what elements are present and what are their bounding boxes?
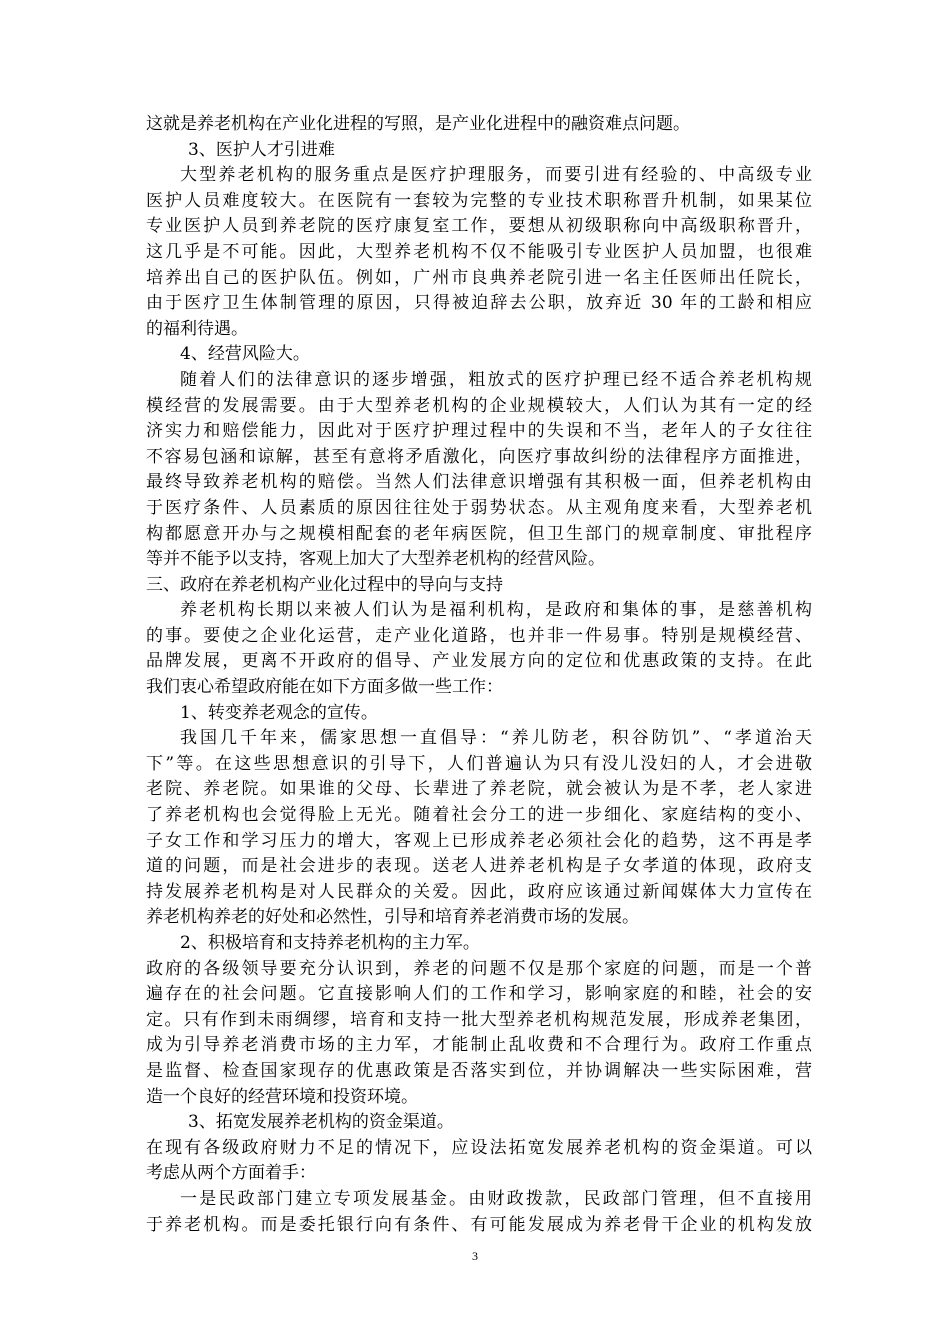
text-line: 定。只有作到未雨绸缪，培育和支持一批大型养老机构规范发展，形成养老集团，	[146, 1009, 812, 1030]
paragraph-heading-indent	[146, 931, 812, 957]
document-page	[146, 112, 812, 1238]
paragraph-heading	[146, 1110, 812, 1136]
text-line: 构都愿意开办与之规模相配套的老年病医院，但卫生部门的规章制度、审批程序	[146, 523, 812, 544]
text-line: 3、拓宽发展养老机构的资金渠道。	[188, 1112, 454, 1133]
text-line: 养老机构长期以来被人们认为是福利机构，是政府和集体的事，是慈善机构	[180, 600, 812, 621]
text-line: 成为引导养老消费市场的主力军，才能制止乱收费和不合理行为。政府工作重点	[146, 1035, 812, 1056]
text-line: 造一个良好的经营环境和投资环境。	[146, 1086, 418, 1107]
text-line: 我国几千年来，儒家思想一直倡导：“养儿防老，积谷防饥”、“孝道治天	[180, 728, 812, 749]
text-line: 道的问题，而是社会进步的表现。送老人进养老机构是子女孝道的体现，政府支	[146, 856, 812, 877]
text-line: 的福利待遇。	[146, 318, 248, 339]
paragraph-body	[146, 112, 812, 138]
paragraph-heading-indent	[146, 342, 812, 368]
text-line: 大型养老机构的服务重点是医疗护理服务，而要引进有经验的、中高级专业	[180, 165, 812, 186]
text-line: 养老机构养老的好处和必然性，引导和培育养老消费市场的发展。	[146, 907, 639, 928]
text-line: 的事。要使之企业化运营，走产业化道路，也并非一件易事。特别是规模经营、	[146, 625, 812, 646]
paragraph-body-indent	[146, 598, 812, 700]
page-number: 3	[472, 1249, 478, 1263]
text-line: 不容易包涵和谅解，甚至有意将矛盾激化，向医疗事故纠纷的法律程序方面推进，	[146, 446, 812, 467]
text-line: 是监督、检查国家现存的优惠政策是否落实到位，并协调解决一些实际困难，营	[146, 1060, 812, 1081]
text-line: 由于医疗卫生体制管理的原因，只得被迫辞去公职，放弃近 30 年的工龄和相应	[146, 293, 812, 314]
text-line: 考虑从两个方面着手：	[146, 1163, 316, 1184]
paragraph-section	[146, 573, 812, 599]
text-line: 我们衷心希望政府能在如下方面多做一些工作：	[146, 677, 503, 698]
text-line: 品牌发展，更离不开政府的倡导、产业发展方向的定位和优惠政策的支持。在此	[146, 651, 812, 672]
text-line: 培养出自己的医护队伍。例如，广州市良典养老院引进一名主任医师出任院长，	[146, 267, 812, 288]
paragraph-body	[146, 1136, 812, 1187]
text-line: 老院、养老院。如果谁的父母、长辈进了养老院，就会被认为是不孝，老人家进	[146, 779, 812, 800]
paragraph-heading-indent	[146, 701, 812, 727]
text-line: 济实力和赔偿能力，因此对于医疗护理过程中的失误和不当，老年人的子女往往	[146, 421, 812, 442]
text-line: 遍存在的社会问题。它直接影响人们的工作和学习，影响家庭的和睦，社会的安	[146, 984, 812, 1005]
text-line: 3、医护人才引进难	[188, 139, 335, 160]
text-line: 专业医护人员到养老院的医疗康复室工作，要想从初级职称向中高级职称晋升，	[146, 216, 812, 237]
text-line: 政府的各级领导要充分认识到，养老的问题不仅是那个家庭的问题，而是一个普	[146, 958, 812, 979]
text-line: 在现有各级政府财力不足的情况下，应设法拓宽发展养老机构的资金渠道。可以	[146, 1137, 812, 1158]
text-line: 三、政府在养老机构产业化过程中的导向与支持	[146, 574, 503, 595]
text-line: 这就是养老机构在产业化进程的写照，是产业化进程中的融资难点问题。	[146, 114, 690, 134]
text-line: 最终导致养老机构的赔偿。当然人们法律意识增强有其积极一面，但养老机构由	[146, 472, 812, 493]
text-line: 4、经营风险大。	[180, 344, 310, 365]
text-line: 模经营的发展需要。由于大型养老机构的企业规模较大，人们认为其有一定的经	[146, 395, 812, 416]
paragraph-body-indent	[146, 163, 812, 342]
paragraph-body	[146, 957, 812, 1111]
text-line: 这几乎是不可能。因此，大型养老机构不仅不能吸引专业医护人员加盟，也很难	[146, 241, 812, 262]
text-line: 于养老机构。而是委托银行向有条件、有可能发展成为养老骨干企业的机构发放	[146, 1214, 812, 1235]
text-line: 于医疗条件、人员素质的原因往往处于弱势状态。从主观角度来看，大型养老机	[146, 497, 812, 518]
text-line: 下”等。在这些思想意识的引导下，人们普遍认为只有没儿没妇的人，才会进敬	[146, 753, 812, 774]
text-line: 了养老机构也会觉得脸上无光。随着社会分工的进一步细化、家庭结构的变小、	[146, 805, 812, 826]
text-line: 子女工作和学习压力的增大，客观上已形成养老必须社会化的趋势，这不再是孝	[146, 830, 812, 851]
text-line: 等并不能予以支持，客观上加大了大型养老机构的经营风险。	[146, 549, 605, 570]
paragraph-heading	[146, 138, 812, 164]
text-line: 医护人员难度较大。在医院有一套较为完整的专业技术职称晋升机制，如果某位	[146, 190, 812, 211]
paragraph-body-indent	[146, 368, 812, 573]
text-line: 1、转变养老观念的宣传。	[180, 702, 378, 723]
paragraph-body-indent	[146, 726, 812, 931]
paragraph-body-indent	[146, 1187, 812, 1238]
text-line: 2、积极培育和支持养老机构的主力军。	[180, 933, 480, 953]
text-line: 持发展养老机构是对人民群众的关爱。因此，政府应该通过新闻媒体大力宣传在	[146, 881, 812, 902]
text-line: 随着人们的法律意识的逐步增强，粗放式的医疗护理已经不适合养老机构规	[180, 369, 812, 390]
text-line: 一是民政部门建立专项发展基金。由财政拨款，民政部门管理，但不直接用	[180, 1188, 812, 1209]
